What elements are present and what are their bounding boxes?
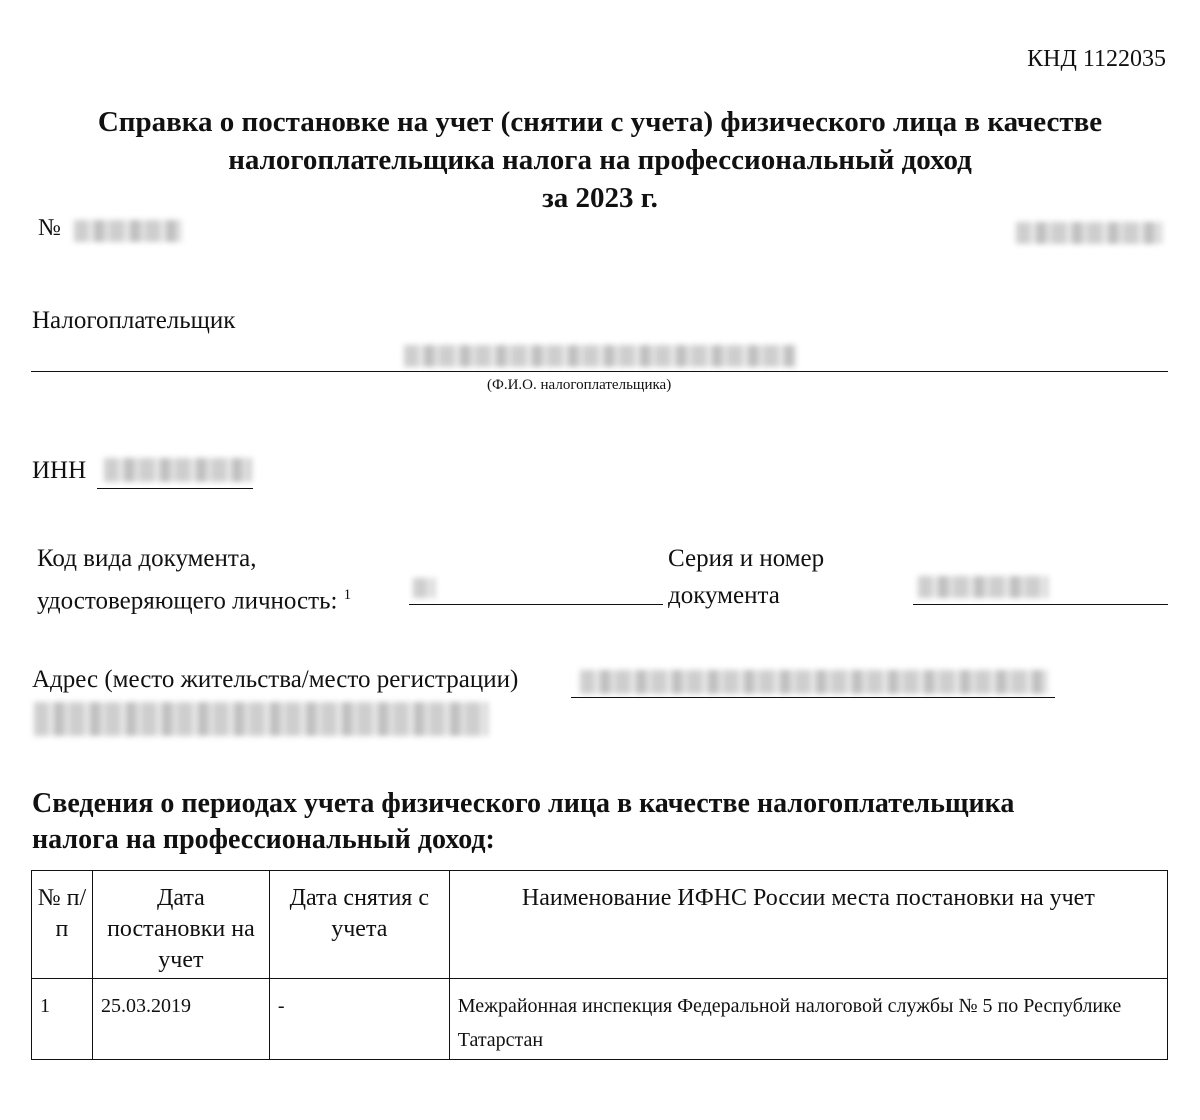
document-code-label (37, 540, 351, 619)
redacted-address-line-2 (34, 702, 488, 736)
document-series-label-line-2: документа (668, 582, 780, 609)
section-heading-line-2: налога на профессиональный доход: (32, 824, 495, 855)
taxpayer-name-line (31, 371, 1168, 372)
taxpayer-name-caption: (Ф.И.О. налогоплательщика) (487, 377, 672, 393)
header-registration-date: Дата постановки на учет (92, 871, 269, 979)
number-sign: № (38, 215, 61, 241)
title-line-3: за 2023 г. (542, 182, 658, 214)
redacted-inn-value (104, 458, 252, 482)
address-line (571, 697, 1055, 698)
document-title (0, 103, 1200, 217)
redacted-certificate-number (74, 220, 182, 242)
registration-periods-table (31, 870, 1168, 1060)
knd-code: КНД 1122035 (1027, 46, 1166, 72)
cell-ifns-name: Межрайонная инспекция Федеральной налоговой службы № 5 по Республике Татарстан (449, 979, 1167, 1060)
document-series-line (913, 604, 1168, 605)
footnote-marker: 1 (343, 587, 352, 603)
table-row (32, 979, 1168, 1060)
document-code-label-line-2-wrap (37, 577, 351, 619)
inn-label: ИНН (32, 457, 87, 484)
redacted-document-code (413, 578, 435, 598)
cell-row-number: 1 (32, 979, 93, 1060)
table-header-row (32, 871, 1168, 979)
taxpayer-label: Налогоплательщик (32, 307, 236, 334)
header-row-number: № п/п (32, 871, 93, 979)
cell-deregistration-date: - (269, 979, 449, 1060)
document-code-line (409, 604, 663, 605)
address-label: Адрес (место жительства/место регистрации) (32, 666, 519, 693)
document-code-label-line-2: удостоверяющего личность: (37, 587, 338, 615)
title-line-1: Справка о постановке на учет (снятии с учета) физического лица в качестве (97, 106, 1103, 138)
redacted-taxpayer-name (404, 345, 796, 367)
document-series-label (668, 540, 824, 614)
document-series-label-line-1: Серия и номер (668, 545, 825, 572)
inn-line (97, 488, 253, 489)
redacted-certificate-date (1016, 222, 1162, 244)
section-heading-line-1: Сведения о периодах учета физического лица в качестве налогоплательщика (32, 788, 1015, 819)
redacted-address-line-1 (580, 670, 1048, 694)
section-heading (32, 786, 1182, 858)
header-deregistration-date: Дата снятия с учета (269, 871, 449, 979)
title-line-2: налогоплательщика налога на профессиональный доход (228, 144, 972, 176)
redacted-document-series (918, 576, 1048, 598)
cell-registration-date: 25.03.2019 (92, 979, 269, 1060)
header-ifns-name: Наименование ИФНС России места постановки на учет (449, 871, 1167, 979)
document-code-label-line-1: Код вида документа, (37, 545, 257, 572)
